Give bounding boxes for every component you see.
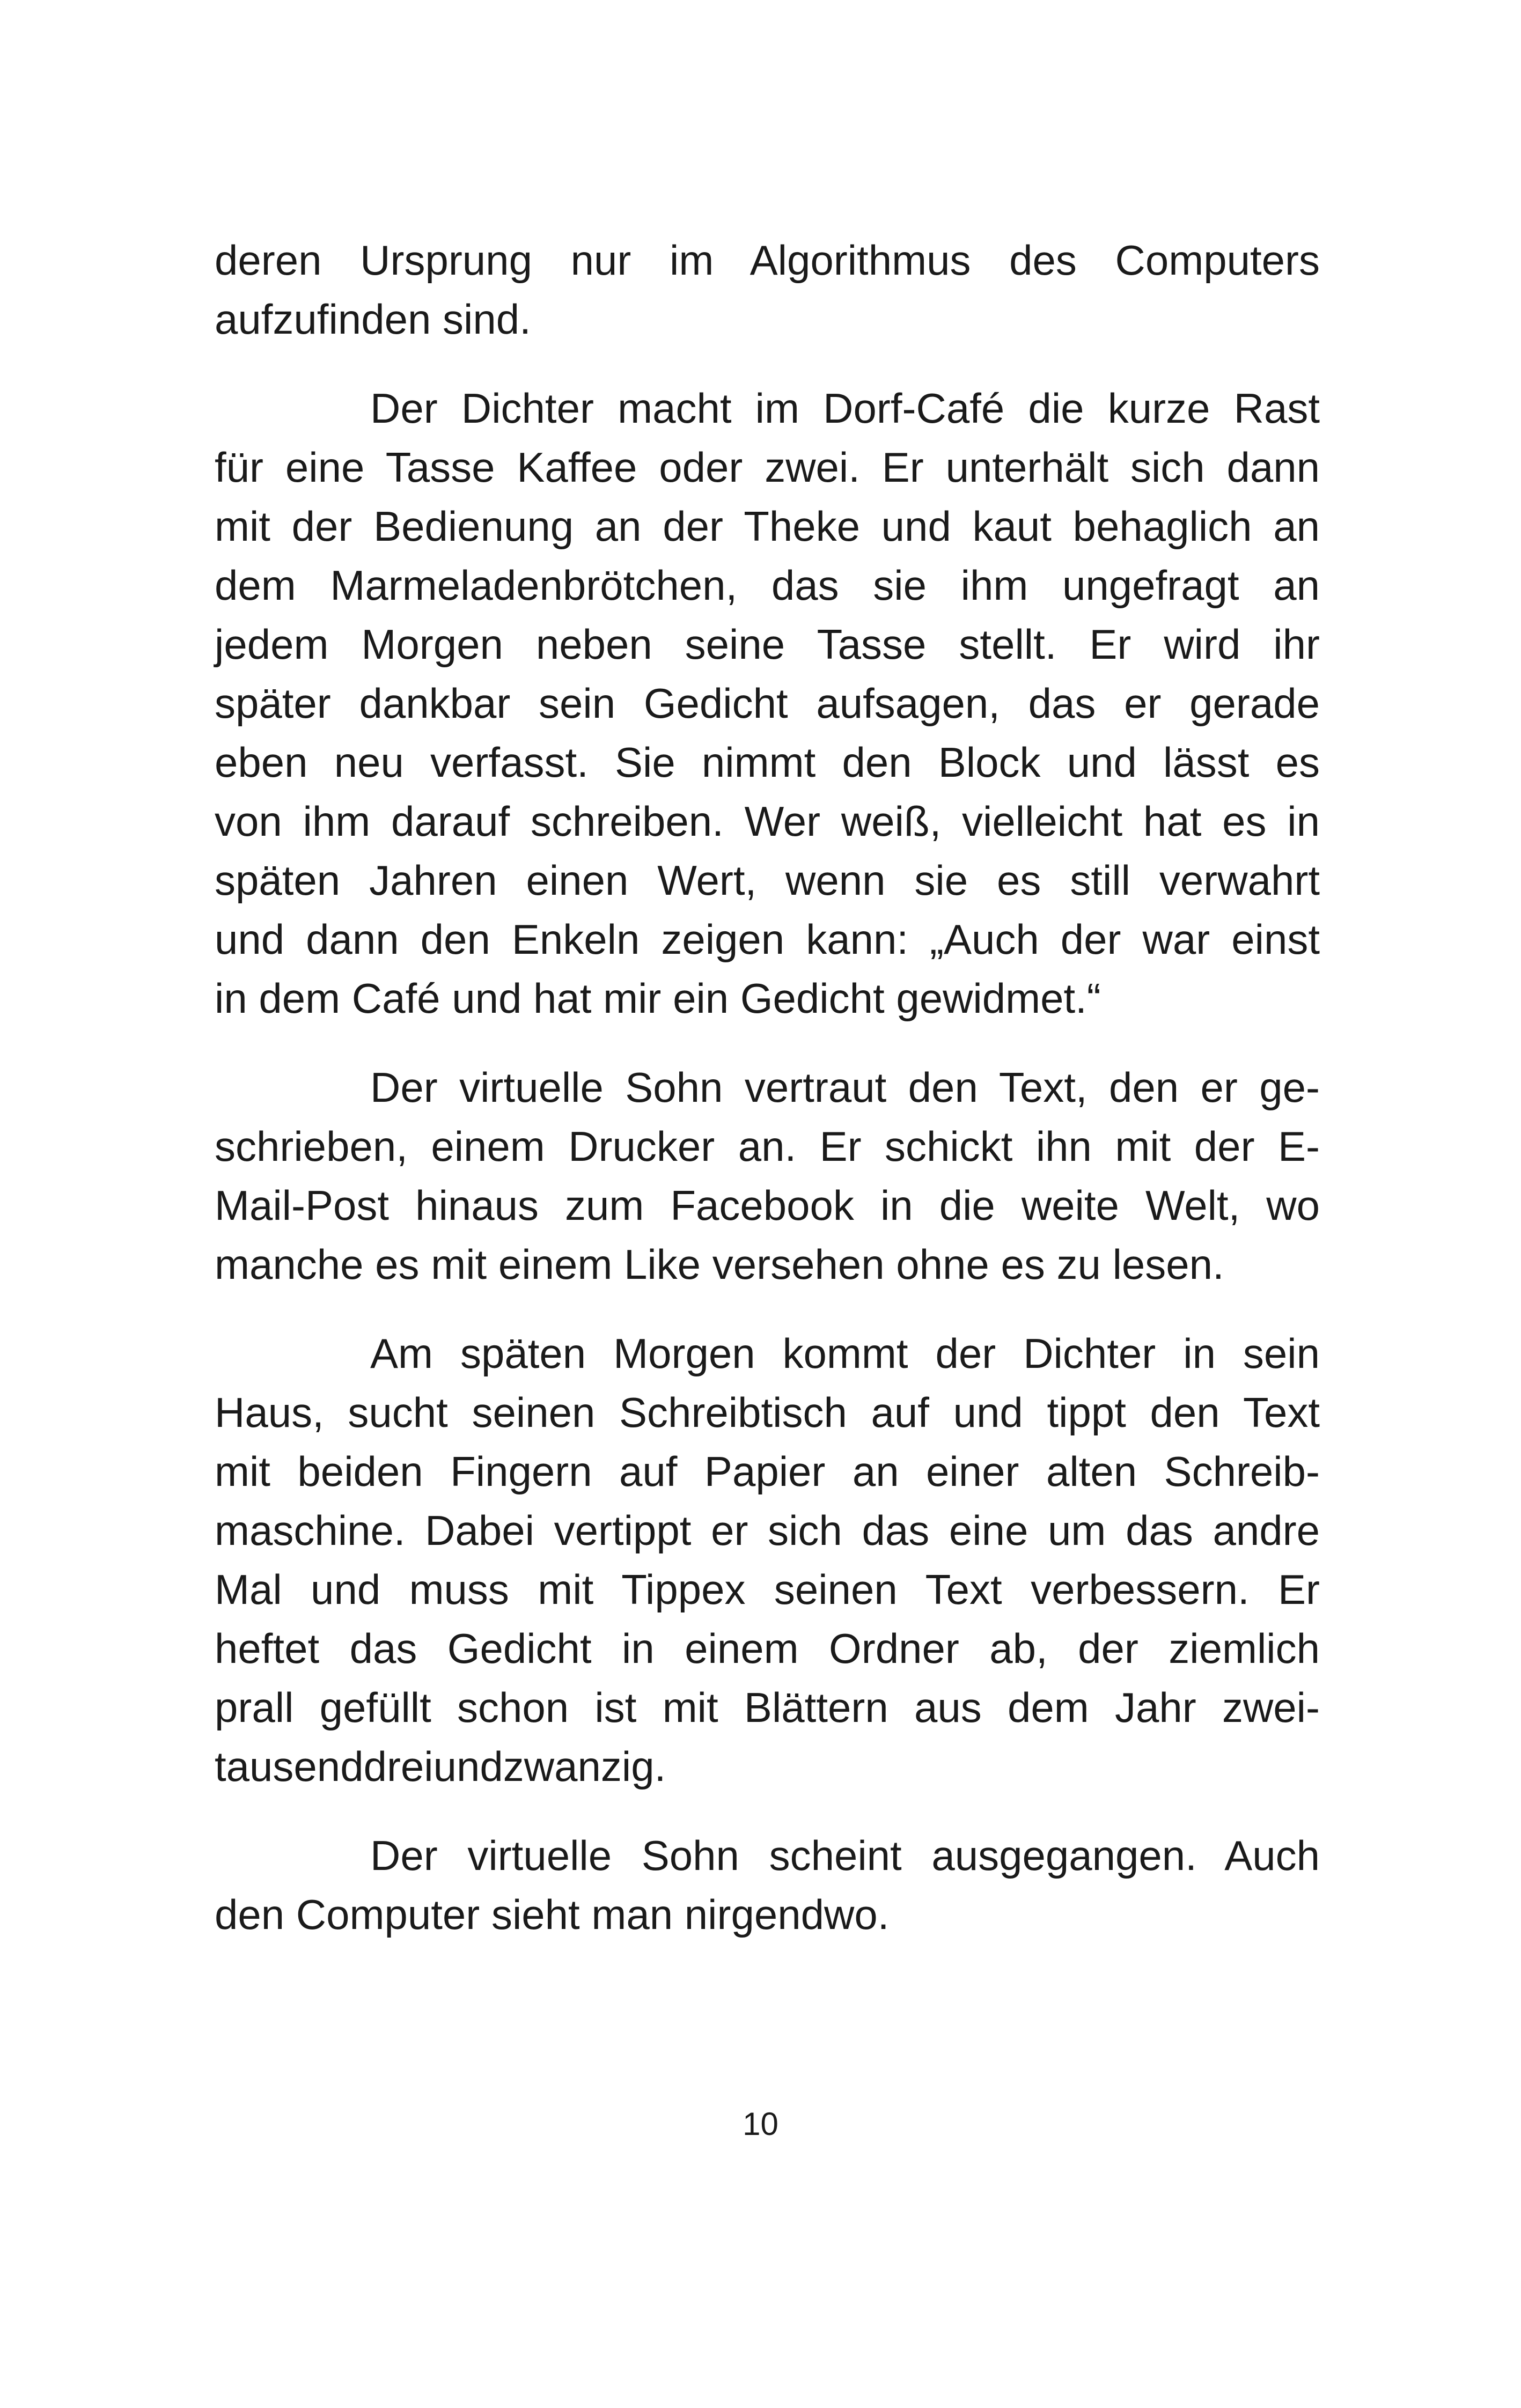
paragraph xyxy=(215,1058,1320,1294)
text-line: eben neu verfasst. Sie nimmt den Block und lässt es xyxy=(215,739,1320,786)
text-line: Mail-Post hinaus zum Facebook in die weite Welt, wo xyxy=(215,1182,1320,1229)
text-line: später dankbar sein Gedicht aufsagen, das er gerade xyxy=(215,680,1320,727)
text-line: dem Marmeladenbrötchen, das sie ihm ungefragt an xyxy=(215,562,1320,609)
text-line: heftet das Gedicht in einem Ordner ab, der ziemlich xyxy=(215,1625,1320,1672)
text-line: manche es mit einem Like versehen ohne es zu lesen. xyxy=(215,1241,1224,1288)
text-line: von ihm darauf schreiben. Wer weiß, vielleicht hat es in xyxy=(215,798,1320,845)
paragraph xyxy=(215,1826,1320,1944)
text-line: prall gefüllt schon ist mit Blättern aus dem Jahr zwei- xyxy=(215,1684,1320,1731)
text-line: Der virtuelle Sohn vertraut den Text, den er ge- xyxy=(370,1064,1320,1111)
text-line: Der Dichter macht im Dorf-Café die kurze Rast xyxy=(370,385,1320,432)
text-line: mit beiden Fingern auf Papier an einer alten Schreib- xyxy=(215,1448,1320,1495)
text-line: für eine Tasse Kaffee oder zwei. Er unterhält sich dann xyxy=(215,444,1320,491)
text-line: in dem Café und hat mir ein Gedicht gewidmet.“ xyxy=(215,975,1101,1022)
text-line: Haus, sucht seinen Schreibtisch auf und tippt den Text xyxy=(215,1389,1320,1436)
paragraph xyxy=(215,231,1320,349)
text-line: den Computer sieht man nirgendwo. xyxy=(215,1891,890,1938)
text-line: jedem Morgen neben seine Tasse stellt. Er wird ihr xyxy=(215,621,1320,668)
text-line: mit der Bedienung an der Theke und kaut behaglich an xyxy=(215,503,1320,550)
text-line: Am späten Morgen kommt der Dichter in sein xyxy=(370,1330,1320,1377)
text-line: maschine. Dabei vertippt er sich das eine um das andre xyxy=(215,1507,1320,1554)
text-line: und dann den Enkeln zeigen kann: „Auch der war einst xyxy=(215,916,1320,963)
text-line: Mal und muss mit Tippex seinen Text verbessern. Er xyxy=(215,1566,1320,1613)
text-line: Der virtuelle Sohn scheint ausgegangen. Auch xyxy=(370,1832,1320,1879)
body-text xyxy=(215,231,1320,1974)
text-line: schrieben, einem Drucker an. Er schickt ihn mit der E- xyxy=(215,1123,1320,1170)
page-number: 10 xyxy=(743,2106,778,2142)
text-line: tausenddreiundzwanzig. xyxy=(215,1743,666,1790)
paragraph xyxy=(215,379,1320,1028)
text-line: späten Jahren einen Wert, wenn sie es still verwahrt xyxy=(215,857,1320,904)
text-line: aufzufinden sind. xyxy=(215,296,531,343)
paragraph xyxy=(215,1324,1320,1796)
text-line: deren Ursprung nur im Algorithmus des Computers xyxy=(215,237,1320,284)
